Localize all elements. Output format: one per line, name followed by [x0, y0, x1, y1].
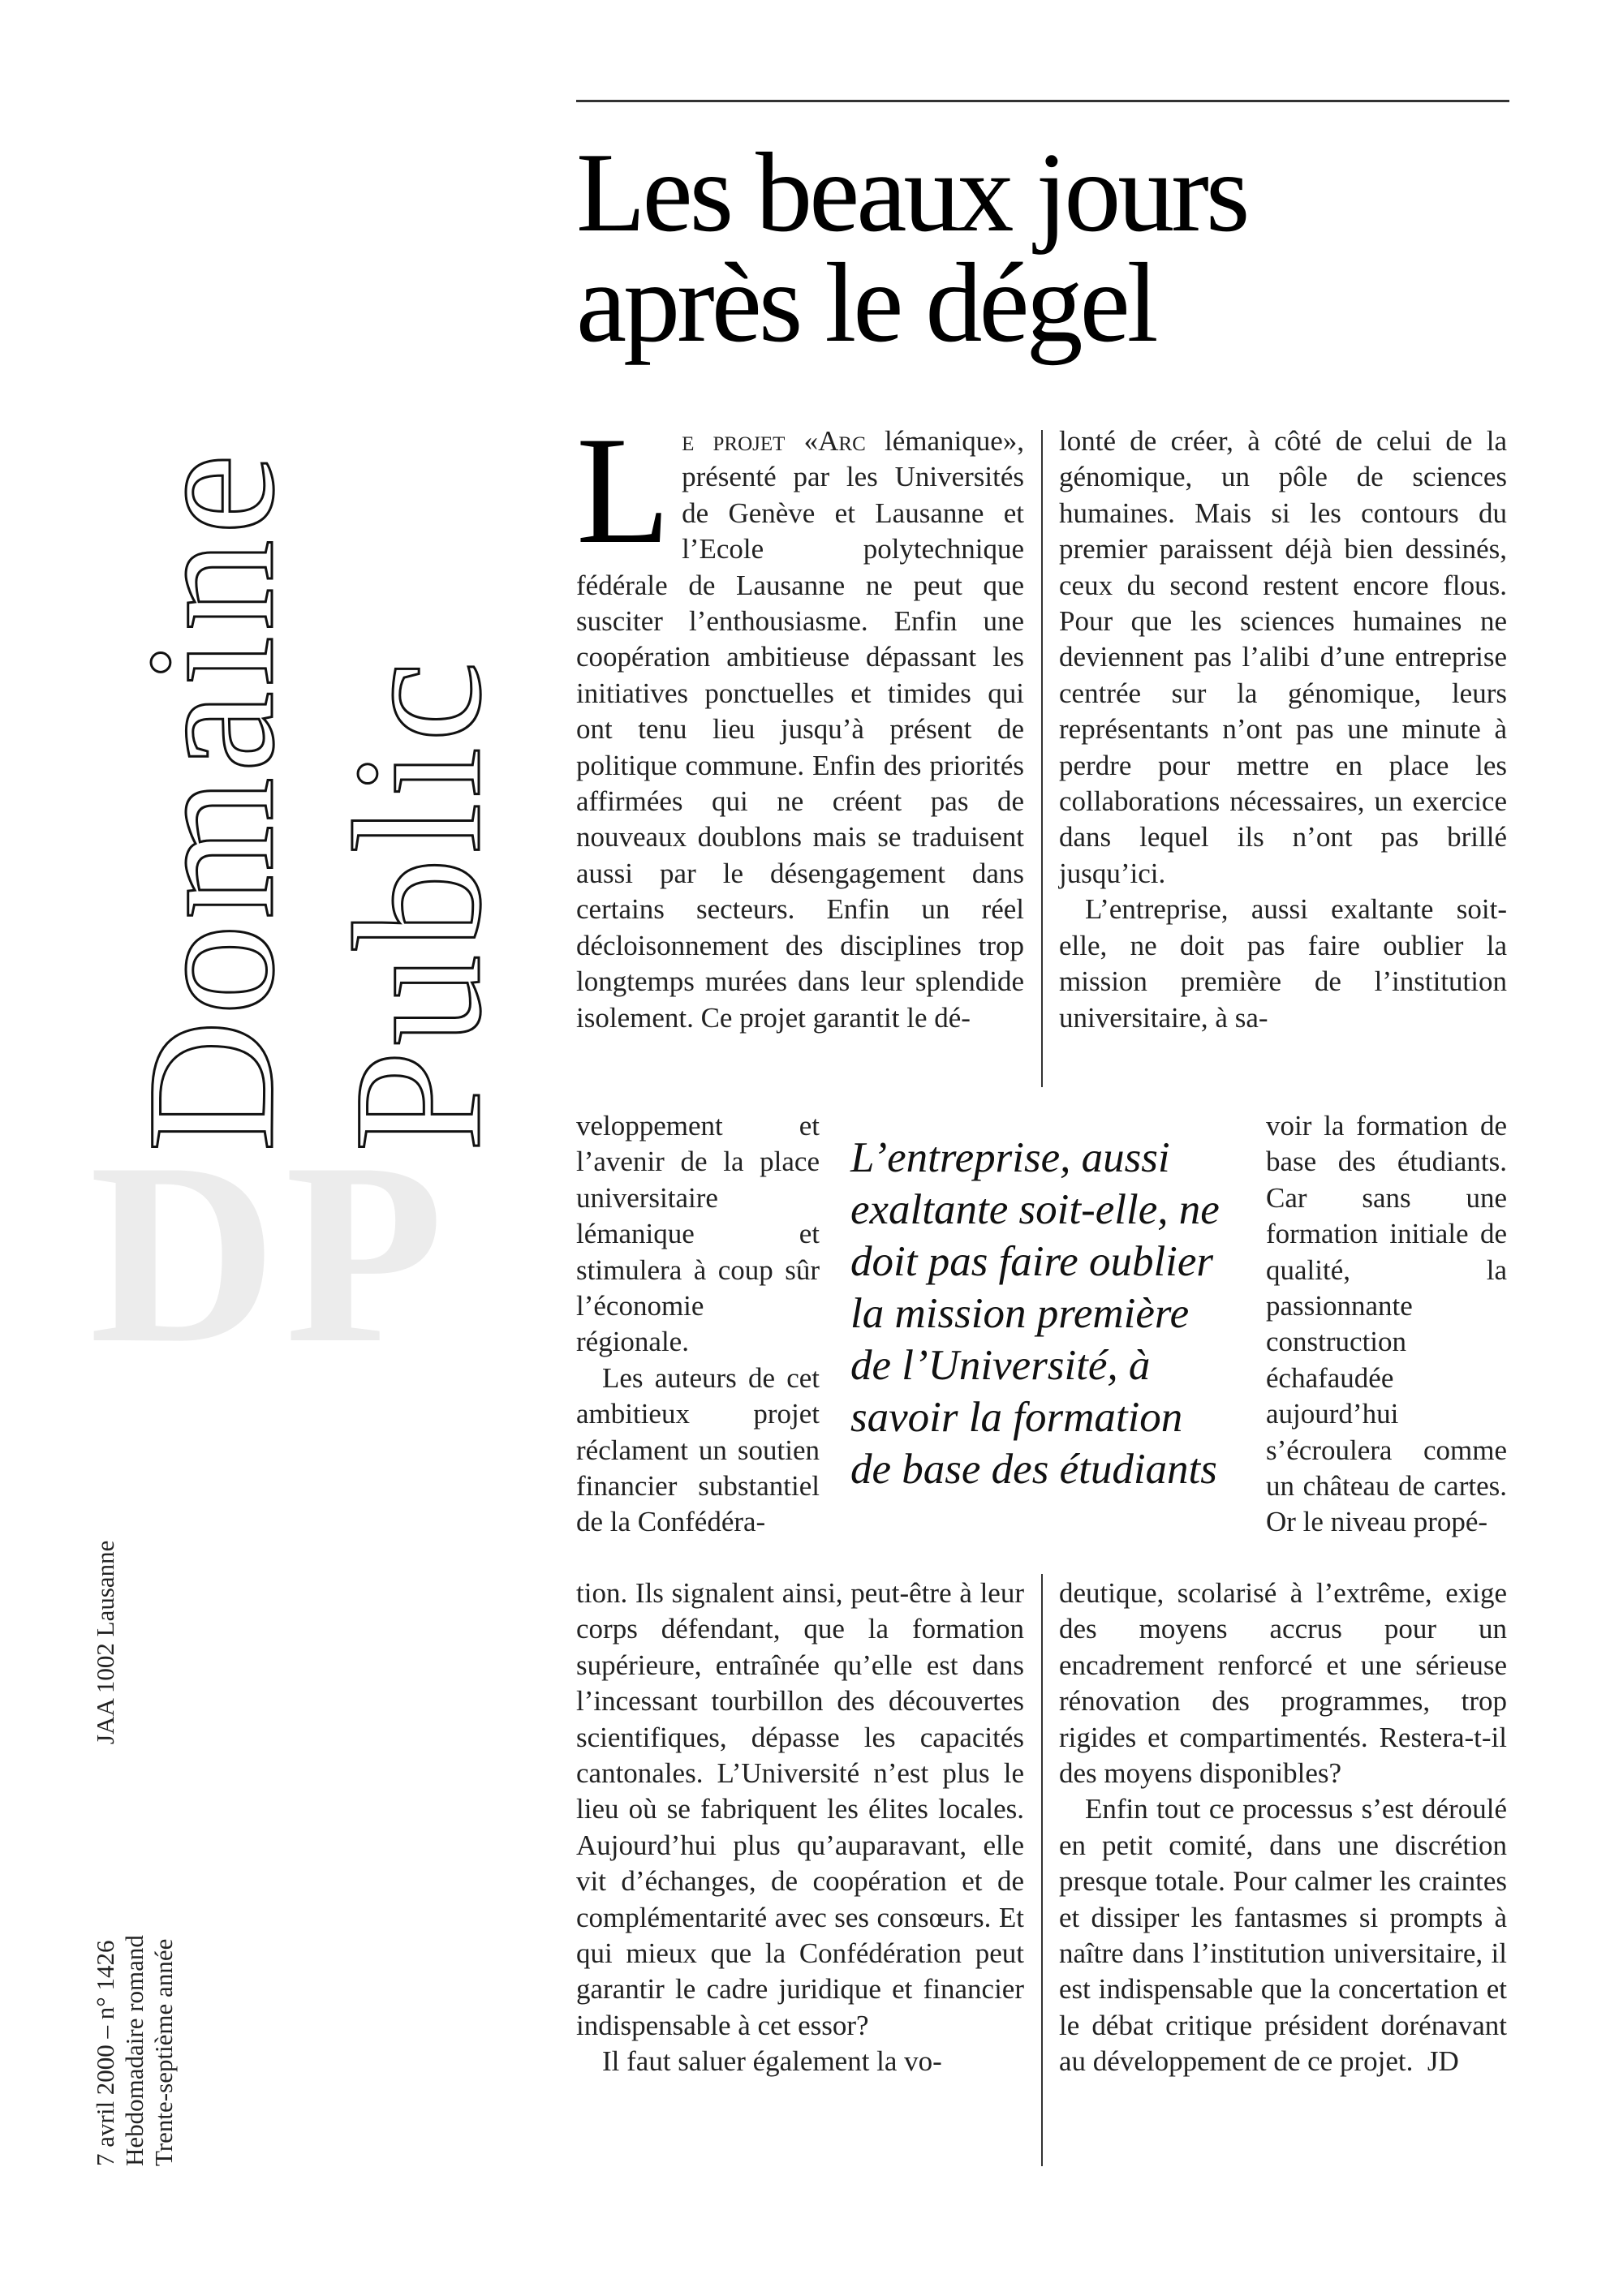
title-line-1: Les beaux jours [576, 130, 1247, 256]
opening-smallcaps: e projet «Arc [682, 425, 866, 457]
col1-narrow-p1: veloppement et l’avenir de la place universitaire lémanique et stimulera à coup sûr l’économie régionale. [576, 1110, 820, 1358]
drop-cap: L [576, 406, 671, 576]
col2-closing-text: Enfin tout ce processus s’est déroulé en petit comité, dans une discrétion presque totale. Pour calmer les craintes et dissiper les fantasmes si prompts à naître dans l’institution universitaire, il est indispensable que la concertation et le débat critique président dorénavant au développement de ce projet. [1059, 1793, 1507, 2078]
title-line-2: après le dégel [576, 240, 1156, 366]
col2-top-p1: lonté de créer, à côté de celui de la génomique, un pôle de sciences humaines. Mais si les contours du premier paraissent déjà bien dessinés, ceux du second restent encore flous. Pour que les sciences humaines ne deviennent pas l’alibi d’une entreprise centrée sur la génomique, leurs représentants n’ont pas une minute à perdre pour mettre en place les collaborations nécessaires, un exercice dans lequel ils n’ont pas brillé jusqu’ici. [1059, 425, 1507, 889]
column-divider-bottom [1041, 1574, 1043, 2166]
masthead-public: Public [316, 656, 519, 1152]
col2-narrow-p1: voir la formation de base des étudiants. Car sans une formation initiale de qualité, la passionnante construction échafaudée aujourd’hui s’écroulera comme un château de cartes. Or le niveau propé- [1266, 1110, 1507, 1538]
col2-top [1059, 424, 1507, 1036]
col1-narrow-p2: Les auteurs de cet ambitieux projet réclament un soutien financier substantiel de la Confédéra- [576, 1361, 820, 1538]
col1-narrow [576, 1108, 820, 1541]
column-divider-top [1041, 430, 1043, 1087]
dp-watermark: DP [89, 1110, 452, 1397]
top-rule [576, 100, 1509, 102]
col1-top [576, 406, 1024, 1036]
col2-bottom [1059, 1576, 1507, 2080]
address-line: JAA 1002 Lausanne [91, 1540, 119, 1744]
col2-narrow [1266, 1108, 1507, 1541]
frequency-line: Hebdomadaire romand [120, 1935, 149, 2166]
col2-bottom-p2 [1059, 1791, 1507, 2079]
col1-bottom-p2: Il faut saluer également la vo- [602, 2045, 942, 2078]
masthead-domaine: Domaine [109, 449, 312, 1152]
article-title [576, 130, 1501, 366]
col1-intro-text: lémanique», présenté par les Universités de Genève et Lausanne et l’Ecole polytechnique fédérale de Lausanne ne peut que susciter l’enthousiasme. Enfin une coopération ambitieuse dépassant les initiatives ponctuelles et timides qui ont tenu lieu jusqu’à présent de politique commune. Enfin des priorités affirmées qui ne créent pas de nouveaux doublons mais se traduisent aussi par le désengagement dans certains secteurs. Enfin un réel décloisonnement des disciplines trop longtemps murées dans leur splendide isolement. Ce projet garantit le dé- [576, 425, 1024, 1034]
author-signature: JD [1427, 2045, 1459, 2078]
col1-bottom-p1: tion. Ils signalent ainsi, peut-être à leur corps défendant, que la formation supérieure, entraînée qu’elle est dans l’incessant tourbillon des découvertes scientifiques, dépasse les capacités cantonales. L’Université n’est plus le lieu où se fabriquent les élites locales. Aujourd’hui plus qu’auparavant, elle vit d’échanges, de coopération et de complémentarité avec ses consœurs. Et qui mieux que la Confédération peut garantir le cadre juridique et financier indispensable à cet essor? [576, 1577, 1024, 2041]
col2-bottom-p1: deutique, scolarisé à l’extrême, exige des moyens accrus pour un encadrement renforcé et une sérieuse rénovation des programmes, trop rigides et compartimentés. Restera-t-il des moyens disponibles? [1059, 1577, 1507, 1790]
col1-bottom [576, 1576, 1024, 2080]
year-line: Trente-septième année [149, 1938, 178, 2166]
issue-date: 7 avril 2000 – n° 1426 [91, 1940, 119, 2166]
pull-quote: L’entreprise, aussi exaltante soit-elle, ne doit pas faire oublier la mission première de l’Université, à savoir la formation de base des étudiants [850, 1134, 1220, 1493]
col2-top-p2: L’entreprise, aussi exaltante soit-elle, ne doit pas faire oublier la mission première de l’institution universitaire, à sa- [1059, 893, 1507, 1034]
